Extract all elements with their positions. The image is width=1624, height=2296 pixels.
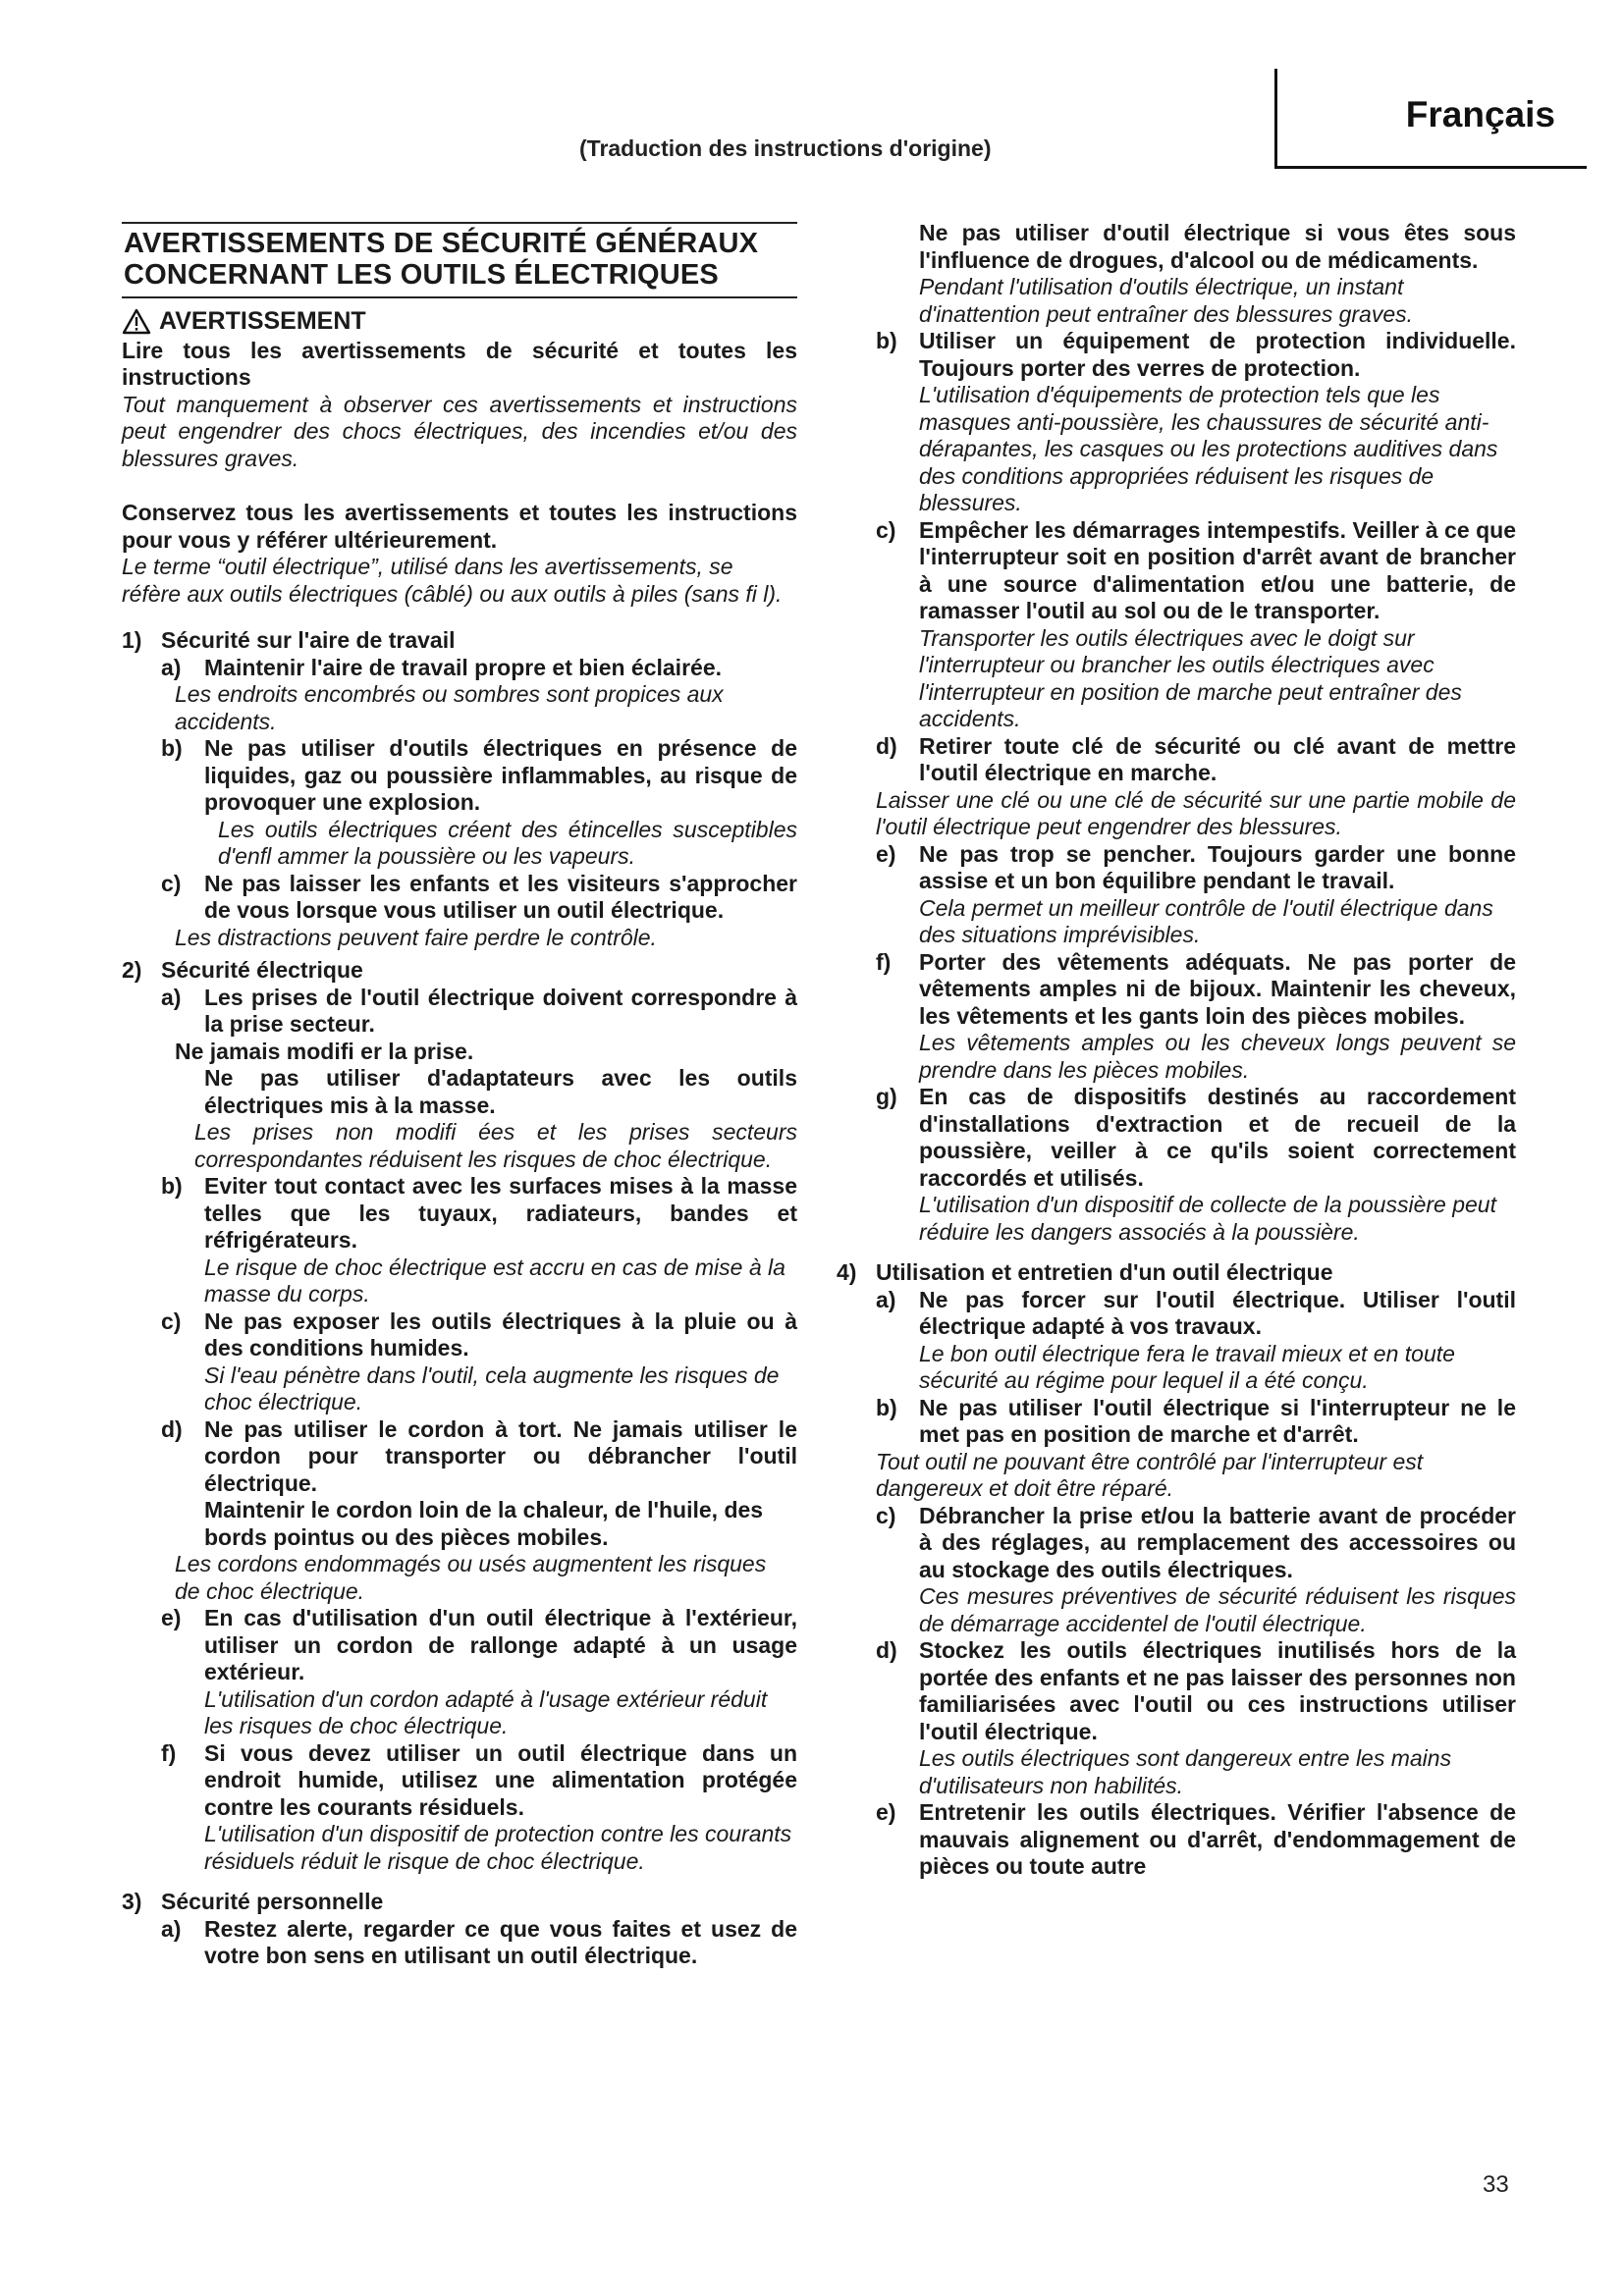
keep-all-note: Le terme “outil électrique”, utilisé dans les avertissements, se réfère aux outils électriques (câblé) ou aux outils à piles (sans fi l). [122,554,783,607]
list-item: g) En cas de dispositifs destinés au raccordement d'installations d'extraction et de recueil de la poussière, veiller à ce qu'ils soient correctement raccordés et utilisés. L'utilisation d'un dispositif de collecte de la poussière peut réduire les dangers associés à la poussière. [876,1084,1516,1245]
item-note: L'utilisation d'un cordon adapté à l'usage extérieur réduit les risques de choc électrique. [204,1685,768,1738]
item-note: Les prises non modifi ées et les prises secteurs correspondantes réduisent les risques de choc électrique. [194,1119,797,1172]
section-4-items [837,1287,1516,1881]
list-item: c) Ne pas exposer les outils électriques à la pluie ou à des conditions humides. Si l'eau pénètre dans l'outil, cela augmente les risques de choc électrique. [161,1308,797,1415]
item-note: L'utilisation d'un dispositif de collecte de la poussière peut réduire les dangers associés à la poussière. [919,1192,1496,1245]
item-note: Les vêtements amples ou les cheveux longs peuvent se prendre dans les pièces mobiles. [919,1030,1516,1083]
item-note: Cela permet un meilleur contrôle de l'outil électrique dans des situations imprévisibles. [919,894,1493,947]
item-note: L'utilisation d'équipements de protection tels que les masques anti-poussière, les chaussures de sécurité anti-dérapantes, les casques ou les protections auditives dans des conditions appropriées réduisent les risques de blessures. [919,382,1498,515]
list-item: f) Porter des vêtements adéquats. Ne pas porter de vêtements amples ni de bijoux. Maintenir les cheveux, les vêtements et les gants loin des pièces mobiles. Les vêtements amples ou les cheveux longs peuvent se prendre dans les pièces mobiles. [876,948,1516,1083]
list-item: a) Ne pas forcer sur l'outil électrique. Utiliser l'outil électrique adapté à vos travaux. Le bon outil électrique fera le travail mieux et en toute sécurité au régime pour lequel il a été conçu. [876,1286,1516,1393]
item-note: Ces mesures préventives de sécurité réduisent les risques de démarrage accidentel de l'outil électrique. [919,1583,1516,1636]
list-item: c) Ne pas laisser les enfants et les visiteurs s'approcher de vous lorsque vous utiliser un outil électrique. [161,870,797,923]
section-3-continued: Ne pas utiliser d'outil électrique si vous êtes sous l'influence de drogues, d'alcool ou de médicaments. Pendant l'utilisation d'outils électrique, un instant d'inattention peut entraîner des blessures graves. [919,220,1516,327]
read-all-note: Tout manquement à observer ces avertissements et instructions peut engendrer des chocs électriques, des incendies et/ou des blessures graves. [122,391,797,471]
page-number: 33 [1483,2171,1509,2198]
list-item: a) Maintenir l'aire de travail propre et bien éclairée. [161,654,723,680]
right-column [837,220,1516,1881]
item-note: Tout outil ne pouvant être contrôlé par l'interrupteur est dangereux et doit être réparé. [876,1448,1424,1501]
list-item: d) Stockez les outils électriques inutilisés hors de la portée des enfants et ne pas laisser des personnes non familiarisées avec l'outil ou ces instructions utiliser l'outil électrique. Les outils électriques sont dangereux entre les mains d'utilisateurs non habilités. [876,1637,1516,1798]
item-note: Laisser une clé ou une clé de sécurité sur une partie mobile de l'outil électrique peut engendrer des blessures. [876,786,1516,839]
item-note: Transporter les outils électriques avec le doigt sur l'interrupteur ou brancher les outils électriques avec l'interrupteur en position de marche peut entraîner des accidents. [919,624,1462,731]
keep-all-instruction: Conservez tous les avertissements et toutes les instructions pour vous y référer ultérieurement. [122,500,797,553]
section-2-heading: 2) Sécurité électrique [122,957,363,983]
section-1-items [122,655,797,952]
item-note: Si l'eau pénètre dans l'outil, cela augmente les risques de choc électrique. [204,1362,780,1415]
left-column [122,220,797,1970]
list-item: c) Débrancher la prise et/ou la batterie avant de procéder à des réglages, au remplacement des accessoires ou au stockage des outils électriques. Ces mesures préventives de sécurité réduisent les risques de démarrage accidentel de l'outil électrique. [876,1502,1516,1636]
language-box [1274,69,1587,169]
list-item: b) Eviter tout contact avec les surfaces mises à la masse telles que les tuyaux, radiateurs, bandes et réfrigérateurs. Le risque de choc électrique est accru en cas de mise à la masse du corps. [161,1173,797,1307]
list-item: b) Ne pas utiliser l'outil électrique si l'interrupteur ne le met pas en position de marche et d'arrêt. [876,1394,1516,1447]
list-item: c) Empêcher les démarrages intempestifs. Veiller à ce que l'interrupteur soit en position d'arrêt avant de brancher à une source d'alimentation et/ou une batterie, de ramasser l'outil au sol ou de le transporter. Transporter les outils électriques avec le doigt sur l'interrupteur ou brancher les outils électriques avec l'interrupteur en position de marche peut entraîner des accidents. [876,516,1516,731]
item-note: Les distractions peuvent faire perdre le contrôle. [175,924,657,950]
list-item: e) Entretenir les outils électriques. Vérifier l'absence de mauvais alignement ou d'arrêt, d'endommagement de pièces ou toute autre [876,1799,1516,1879]
list-item: d) Ne pas utiliser le cordon à tort. Ne jamais utiliser le cordon pour transporter ou débrancher l'outil électrique. Maintenir le cordon loin de la chaleur, de l'huile, des bords pointus ou des pièces mobiles. [161,1415,797,1550]
section-3-heading: 3) Sécurité personnelle [122,1889,384,1914]
item-note: L'utilisation d'un dispositif de protection contre les courants résiduels réduit le risque de choc électrique. [204,1821,792,1874]
list-item: b) Utiliser un équipement de protection individuelle. Toujours porter des verres de protection. L'utilisation d'équipements de protection tels que les masques anti-poussière, les chaussures de sécurité anti-dérapantes, les casques ou les protections auditives dans des conditions appropriées réduisent les risques de blessures. [876,328,1516,515]
translation-note: (Traduction des instructions d'origine) [579,135,992,161]
section-1-heading: 1) Sécurité sur l'aire de travail [122,627,456,653]
list-item: a) Restez alerte, regarder ce que vous faites et usez de votre bon sens en utilisant un outil électrique. [161,1915,797,1968]
list-item: e) En cas d'utilisation d'un outil électrique à l'extérieur, utiliser un cordon de rallonge adapté à un usage extérieur. L'utilisation d'un cordon adapté à l'usage extérieur réduit les risques de choc électrique. [161,1605,797,1738]
item-note: Les outils électriques sont dangereux entre les mains d'utilisateurs non habilités. [919,1745,1452,1798]
item-note: Les outils électriques créent des étincelles susceptibles d'enfl ammer la poussière ou les vapeurs. [218,816,797,869]
list-item: a) Les prises de l'outil électrique doivent correspondre à la prise secteur. [161,984,797,1037]
section-3-items [122,1916,797,1970]
list-item: d) Retirer toute clé de sécurité ou clé avant de mettre l'outil électrique en marche. [876,732,1516,785]
section-2-items: a) Les prises de l'outil électrique doivent correspondre à la prise secteur. Ne jamais modifi er la prise. Ne pas utiliser d'adaptateurs avec les outils électriques mis à la masse. Les prises non modifi ées et les prises secteurs correspondantes réduisent les risques de choc électrique. b) Eviter tout contact avec les surfaces mises à la masse telles que les tuyaux, radiateurs, bandes et réfrigérateurs. Le risque de choc électrique est accru en cas de mise à la masse du corps. c) Ne pas exposer les outils électriques à la pluie ou à des conditions humides. Si l'eau pénètre dans l'outil, cela augmente les risques de choc électrique. d) Ne pas utiliser le cordon à tort. Ne jamais utiliser le cordon pour transporter ou débrancher l'outil électrique. Maintenir le cordon loin de la chaleur, de l'huile, des bords pointus ou des pièces mobiles. Les cordons endommagés ou usés augmentent les risques de choc électrique. e) En cas d'utilisation d'un outil électrique à l'extérieur, utiliser un cordon de rallonge adapté à un usage extérieur. L'utilisation d'un cordon adapté à l'usage extérieur réduit les risques de choc électrique. f) Si vous devez utiliser un outil électrique dans un endroit humide, utilisez une alimentation protégée contre les courants résiduels. L'utilisation d'un dispositif de protection contre les courants résiduels réduit le risque de choc électrique. [161,984,797,1874]
list-item: e) Ne pas trop se pencher. Toujours garder une bonne assise et un bon équilibre pendant le travail. Cela permet un meilleur contrôle de l'outil électrique dans des situations imprévisibles. [876,840,1516,947]
item-note: Pendant l'utilisation d'outils électrique, un instant d'inattention peut entraîner des blessures graves. [919,274,1414,327]
item-note: Les cordons endommagés ou usés augmentent les risques de choc électrique. [175,1551,767,1604]
list-item: f) Si vous devez utiliser un outil électrique dans un endroit humide, utilisez une alimentation protégée contre les courants résiduels. L'utilisation d'un dispositif de protection contre les courants résiduels réduit le risque de choc électrique. [161,1739,797,1874]
read-all-instruction: Lire tous les avertissements de sécurité et toutes les instructions [122,337,797,390]
section-title: AVERTISSEMENTS DE SÉCURITÉ GÉNÉRAUX CONCERNANT LES OUTILS ÉLECTRIQUES [122,222,797,298]
warning-heading [122,308,797,336]
warning-label: AVERTISSEMENT [159,307,366,335]
item-note: Les endroits encombrés ou sombres sont propices aux accidents. [175,681,724,734]
list-item: b) Ne pas utiliser d'outils électriques en présence de liquides, gaz ou poussière inflammables, au risque de provoquer une explosion. Les outils électriques créent des étincelles susceptibles d'enfl ammer la poussière ou les vapeurs. [161,735,797,869]
warning-triangle-icon [122,308,151,335]
language-label: Français [1405,94,1555,134]
item-note: Le risque de choc électrique est accru en cas de mise à la masse du corps. [204,1254,785,1307]
section-3-items-right [837,328,1516,1246]
item-note: Le bon outil électrique fera le travail mieux et en toute sécurité au régime pour lequel il a été conçu. [919,1340,1455,1393]
section-4-heading: 4) Utilisation et entretien d'un outil électrique [837,1259,1333,1285]
